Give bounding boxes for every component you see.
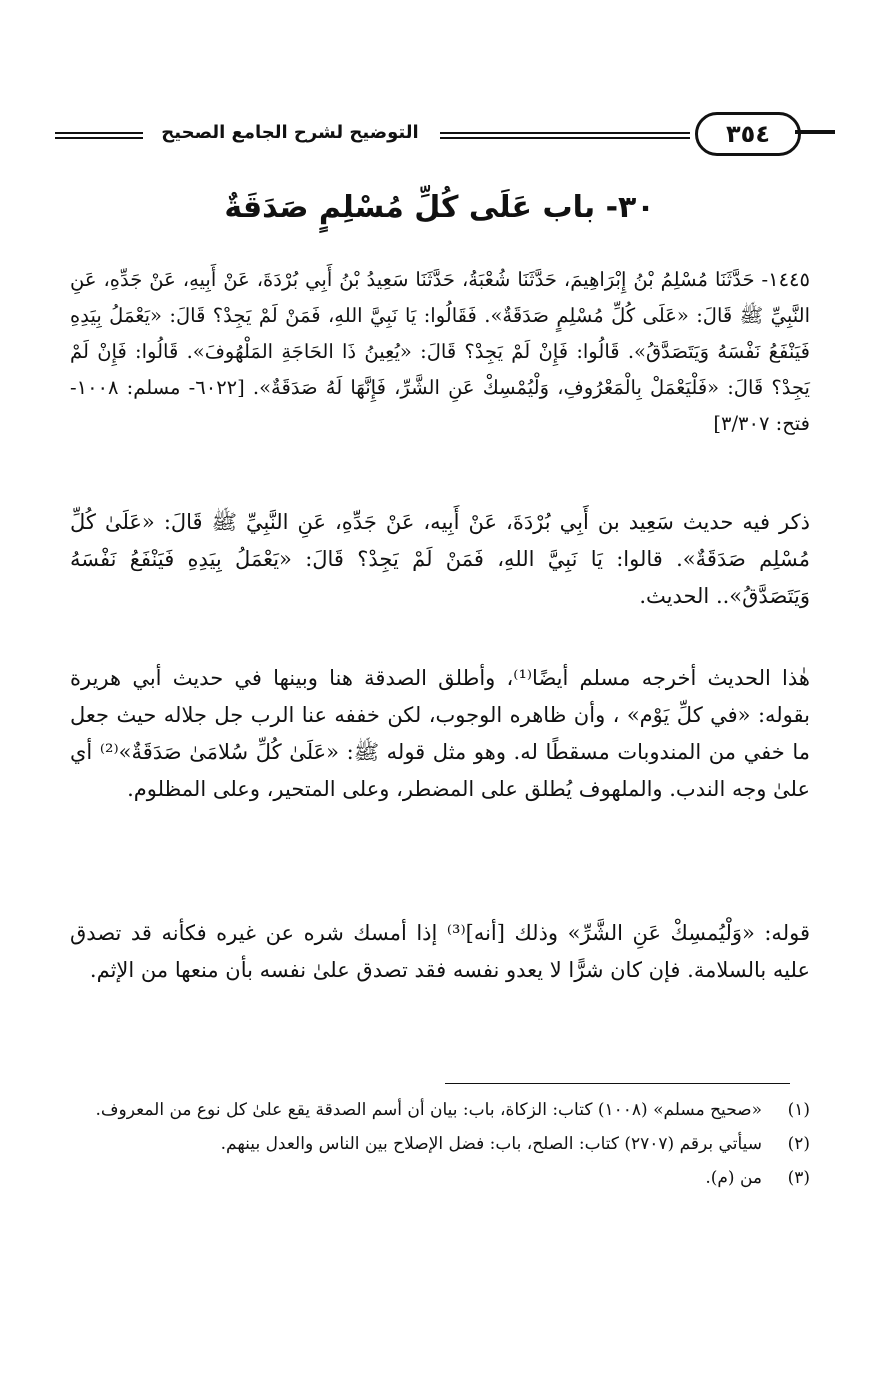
footnote-2	[70, 1129, 810, 1159]
page-number: ٣٥٤	[695, 112, 801, 156]
footnote-text: سيأتي برقم (٢٧٠٧) كتاب: الصلح، باب: فضل الإصلاح بين الناس والعدل بينهم.	[220, 1134, 762, 1154]
header-rule-right	[440, 132, 690, 139]
footnote-text: «صحيح مسلم» (١٠٠٨) كتاب: الزكاة، باب: بيان أن أسم الصدقة يقع علىٰ كل نوع من المعروف.	[95, 1100, 762, 1120]
footnote-number: (١)	[787, 1100, 810, 1120]
commentary-paragraph-2: هٰذا الحديث أخرجه مسلم أيضًا⁽¹⁾، وأطلق الصدقة هنا وبينها في حديث أبي هريرة بقوله: «في كلِّ يَوْم» ، وأن ظاهره الوجوب، لكن خففه عنا الرب جل جلاله حيث جعل ما خفي من المندوبات مسقطًا له. وهو مثل قوله ﷺ: «عَلَىٰ كُلِّ سُلامَىٰ صَدَقَةٌ»⁽²⁾ أي علىٰ وجه الندب. والملهوف يُطلق على المضطر، وعلى المتحير، وعلى المظلوم.	[70, 666, 810, 801]
chapter-title: ٣٠- باب عَلَى كُلِّ مُسْلِمٍ صَدَقَةٌ	[224, 190, 655, 225]
footnote-separator	[445, 1083, 790, 1084]
page-header	[55, 110, 795, 160]
footnote-number: (٣)	[787, 1168, 810, 1188]
footnotes	[70, 1095, 810, 1197]
header-rule-left	[55, 132, 143, 139]
commentary-paragraph-3: قوله: «وَلْيُمسِكْ عَنِ الشَّرِّ» وذلك [أنه]⁽³⁾ إذا أمسك شره عن غيره فكأنه قد تصدق عليه بالسلامة. فإن كان شرًّا لا يعدو نفسه فقد تصدق علىٰ نفسه بأن منعها من الإثم.	[70, 921, 810, 982]
book-title: التوضيح لشرح الجامع الصحيح	[161, 122, 419, 143]
footnote-text: من (م).	[705, 1168, 762, 1188]
footnote-number: (٢)	[787, 1134, 810, 1154]
footnote-3	[70, 1163, 810, 1193]
footnote-1	[70, 1095, 810, 1125]
page-number-ornament	[795, 130, 835, 134]
hadith-text: ١٤٤٥- حَدَّثَنَا مُسْلِمُ بْنُ إِبْرَاهِيمَ، حَدَّثَنَا شُعْبَةُ، حَدَّثَنَا سَعِيدُ بْنُ أَبِي بُرْدَةَ، عَنْ أَبِيهِ، عَنْ جَدِّهِ، عَنِ النَّبِيِّ ﷺ قَالَ: «عَلَى كُلِّ مُسْلِمٍ صَدَقَةٌ». فَقَالُوا: يَا نَبِيَّ اللهِ، فَمَنْ لَمْ يَجِدْ؟ قَالَ: «يَعْمَلُ بِيَدِهِ فَيَنْفَعُ نَفْسَهُ وَيَتَصَدَّقُ». قَالُوا: فَإِنْ لَمْ يَجِدْ؟ قَالَ: «يُعِينُ ذَا الحَاجَةِ المَلْهُوفَ». قَالُوا: فَإِنْ لَمْ يَجِدْ؟ قَالَ: «فَلْيَعْمَلْ بِالْمَعْرُوفِ، وَلْيُمْسِكْ عَنِ الشَّرِّ، فَإِنَّهَا لَهُ صَدَقَةٌ». [٦٠٢٢- مسلم: ١٠٠٨- فتح: ٣/٣٠٧]	[70, 268, 810, 435]
commentary-paragraph-1: ذكر فيه حديث سَعِيد بن أَبِي بُرْدَةَ، عَنْ أَبِيه، عَنْ جَدِّهِ، عَنِ النَّبِيِّ ﷺ قَالَ: «عَلَىٰ كُلِّ مُسْلِم صَدَقَةٌ». قالوا: يَا نَبِيَّ اللهِ، فَمَنْ لَمْ يَجِدْ؟ قَالَ: «يَعْمَلُ بِيَدِهِ فَيَنْفَعُ نَفْسَهُ وَيَتَصَدَّقُ».. الحديث.	[70, 510, 810, 608]
